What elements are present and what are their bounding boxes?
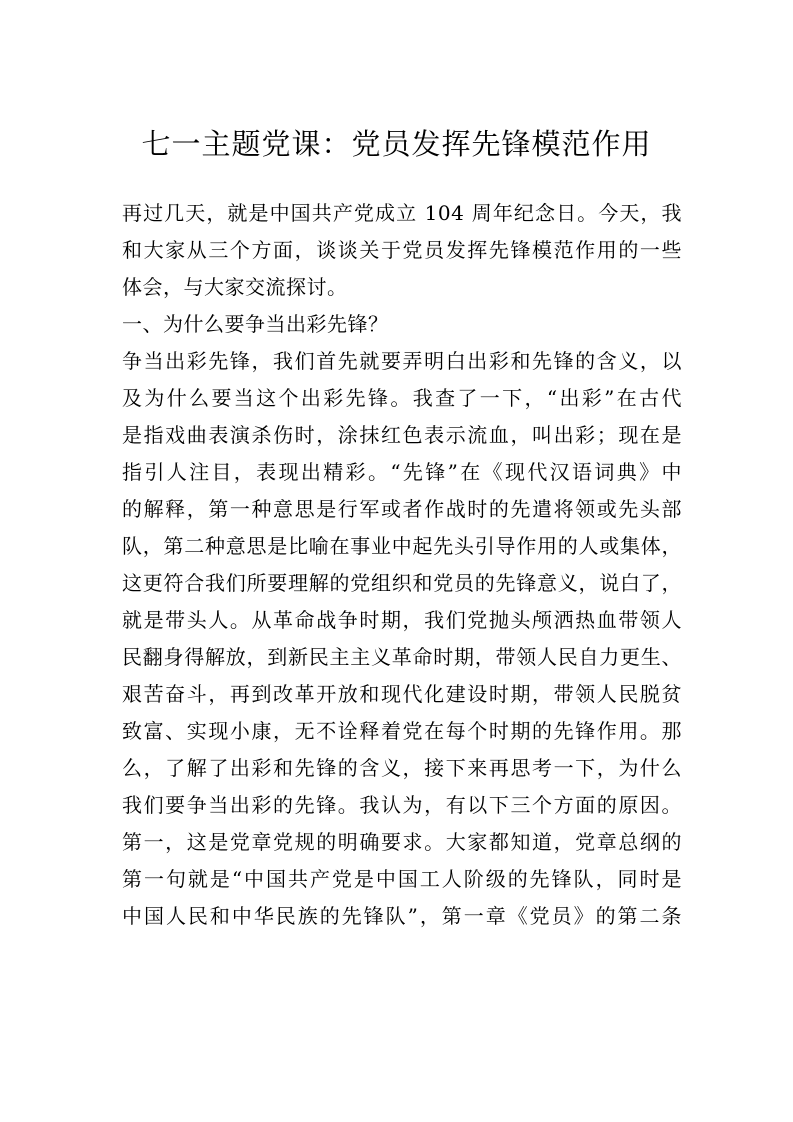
body-line: 就是带头人。从革命战争时期，我们党抛头颅洒热血带领人 [122,608,682,632]
body-line: 的解释，第一种意思是行军或者作战时的先遣将领或先头部 [122,497,682,521]
body-line: 致富、实现小康，无不诠释着党在每个时期的先锋作用。那 [122,719,682,743]
document-title: 七一主题党课：党员发挥先锋模范作用 [141,127,652,161]
body-line: 这更符合我们所要理解的党组织和党员的先锋意义，说白了， [122,571,682,595]
body-line: 么，了解了出彩和先锋的含义，接下来再思考一下，为什么 [122,756,682,780]
body-line: 体会，与大家交流探讨。 [122,275,348,299]
body-line: 民翻身得解放，到新民主主义革命时期，带领人民自力更生、 [122,645,682,669]
document-body [122,195,682,935]
body-line: 艰苦奋斗，再到改革开放和现代化建设时期，带领人民脱贫 [122,682,682,706]
body-line: 第一句就是“中国共产党是中国工人阶级的先锋队，同时是 [122,867,682,891]
body-line: 中国人民和中华民族的先锋队”，第一章《党员》的第二条 [122,904,682,928]
section-heading: 一、为什么要争当出彩先锋？ [122,312,389,336]
body-line: 是指戏曲表演杀伤时，涂抹红色表示流血，叫出彩；现在是 [122,423,682,447]
body-line: 队，第二种意思是比喻在事业中起先头引导作用的人或集体， [122,534,682,558]
body-line: 我们要争当出彩的先锋。我认为，有以下三个方面的原因。 [122,793,682,817]
body-line: 第一，这是党章党规的明确要求。大家都知道，党章总纲的 [122,830,682,854]
body-line: 指引人注目，表现出精彩。“先锋”在《现代汉语词典》中 [122,460,682,484]
body-line: 和大家从三个方面，谈谈关于党员发挥先锋模范作用的一些 [122,238,682,262]
body-line: 再过几天，就是中国共产党成立 104 周年纪念日。今天，我 [122,201,682,225]
body-line: 争当出彩先锋，我们首先就要弄明白出彩和先锋的含义，以 [122,349,682,373]
body-line: 及为什么要当这个出彩先锋。我查了一下，“出彩”在古代 [122,386,682,410]
